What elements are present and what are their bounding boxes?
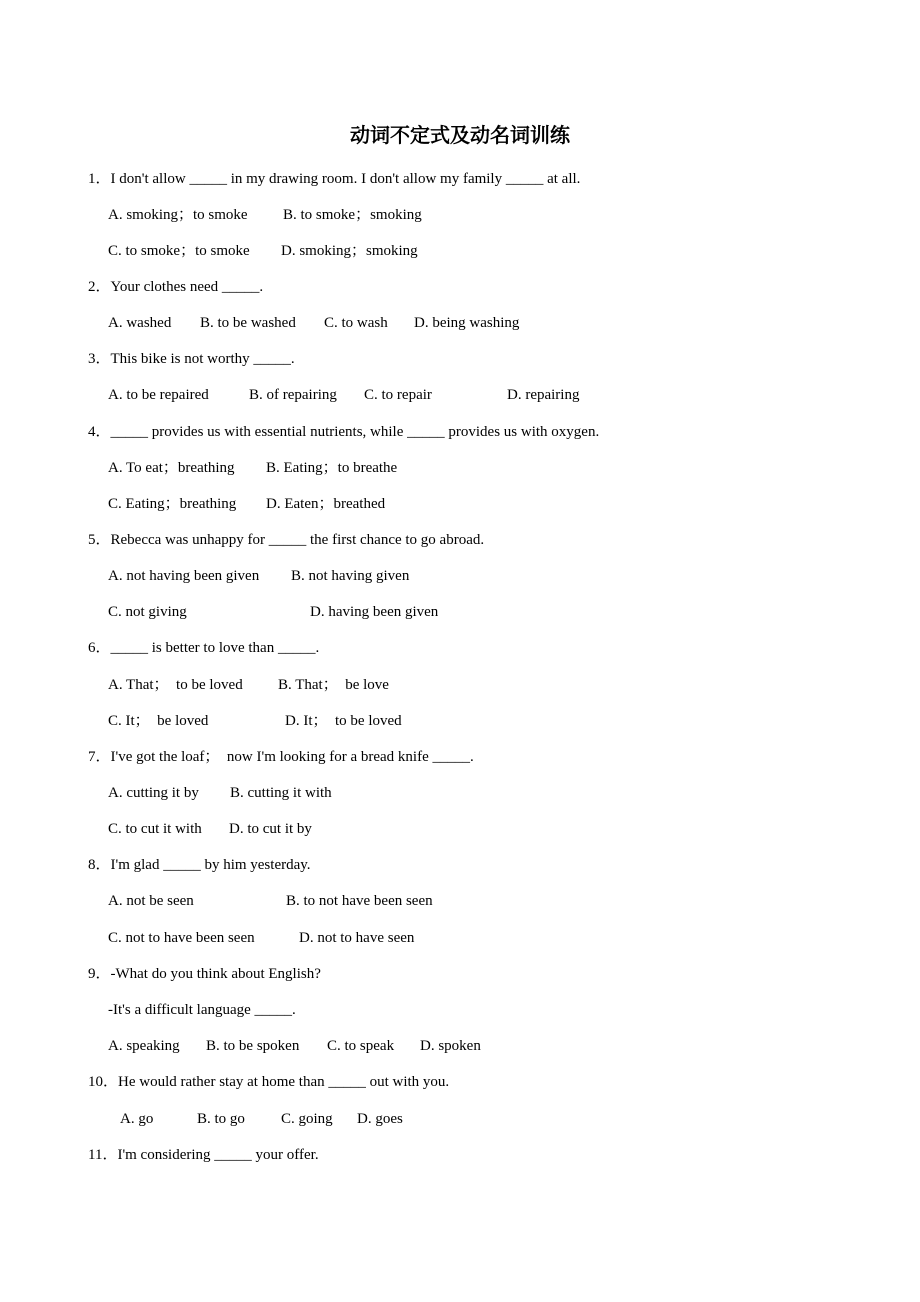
question-8-option-d: D. not to have seen: [299, 930, 415, 946]
question-2-option-c: C. to wash: [324, 315, 388, 331]
question-9-stem: 9．-What do you think about English?: [88, 966, 321, 982]
question-5-stem: 5．Rebecca was unhappy for _____ the first chance to go abroad.: [88, 532, 485, 548]
question-1-option-d: D. smoking；smoking: [281, 243, 418, 259]
question-5-option-c: C. not giving: [108, 604, 187, 620]
question-4-option-c: C. Eating；breathing: [108, 496, 237, 512]
question-2-option-d: D. being washing: [414, 315, 520, 331]
question-10-option-d: D. goes: [357, 1111, 403, 1127]
question-1-option-a: A. smoking；to smoke: [108, 207, 248, 223]
question-10-option-c: C. going: [281, 1111, 333, 1127]
question-7-stem: 7．I've got the loaf； now I'm looking for a bread knife _____.: [88, 749, 474, 765]
question-3-options-row: [108, 385, 808, 405]
question-9-option-a: A. speaking: [108, 1038, 180, 1054]
question-4-options-row-1: [108, 458, 808, 478]
question-1-option-b: B. to smoke；smoking: [283, 207, 422, 223]
question-6-option-b: B. That； be love: [278, 677, 389, 693]
question-2-stem: 2．Your clothes need _____.: [88, 279, 264, 295]
question-4-options-row-2: [108, 494, 808, 514]
question-9-option-c: C. to speak: [327, 1038, 395, 1054]
question-5-option-b: B. not having given: [291, 568, 410, 584]
question-10-option-b: B. to go: [197, 1111, 245, 1127]
question-7-option-a: A. cutting it by: [108, 785, 199, 801]
question-1-option-c: C. to smoke；to smoke: [108, 243, 250, 259]
question-3-stem: 3．This bike is not worthy _____.: [88, 351, 295, 367]
question-6-option-a: A. That； to be loved: [108, 677, 243, 693]
question-10-option-a: A. go: [120, 1111, 154, 1127]
question-7-option-c: C. to cut it with: [108, 821, 202, 837]
question-7-option-b: B. cutting it with: [230, 785, 332, 801]
question-8-options-row-2: [108, 928, 808, 948]
question-3-option-a: A. to be repaired: [108, 387, 209, 403]
question-8-option-c: C. not to have been seen: [108, 930, 255, 946]
question-9-reply: -It's a difficult language _____.: [108, 1002, 296, 1018]
question-1-stem: 1．I don't allow _____ in my drawing room. I don't allow my family _____ at all.: [88, 171, 581, 187]
question-10-stem: 10．He would rather stay at home than _____ out with you.: [88, 1074, 450, 1090]
question-2-option-b: B. to be washed: [200, 315, 296, 331]
question-1-options-row-2: [108, 241, 808, 261]
question-8-option-b: B. to not have been seen: [286, 893, 433, 909]
question-2-options-row: [108, 313, 808, 333]
question-8-option-a: A. not be seen: [108, 893, 194, 909]
question-6-option-d: D. It； to be loved: [285, 713, 402, 729]
question-5-options-row-1: [108, 566, 808, 586]
question-10-options-row: [120, 1109, 820, 1129]
question-7-options-row-1: [108, 783, 808, 803]
question-3-option-c: C. to repair: [364, 387, 432, 403]
page-title: 动词不定式及动名词训练: [350, 123, 570, 147]
question-2-option-a: A. washed: [108, 315, 172, 331]
question-4-option-d: D. Eaten；breathed: [266, 496, 386, 512]
question-5-option-d: D. having been given: [310, 604, 439, 620]
question-6-options-row-1: [108, 675, 808, 695]
question-4-option-b: B. Eating；to breathe: [266, 460, 398, 476]
question-1-options-row-1: [108, 205, 808, 225]
question-7-option-d: D. to cut it by: [229, 821, 312, 837]
question-4-stem: 4．_____ provides us with essential nutrients, while _____ provides us with oxygen.: [88, 424, 600, 440]
question-9-option-b: B. to be spoken: [206, 1038, 300, 1054]
question-3-option-d: D. repairing: [507, 387, 580, 403]
question-6-option-c: C. It； be loved: [108, 713, 209, 729]
question-7-options-row-2: [108, 819, 808, 839]
question-5-option-a: A. not having been given: [108, 568, 260, 584]
question-9-option-d: D. spoken: [420, 1038, 481, 1054]
question-9-options-row: [108, 1036, 808, 1056]
question-6-options-row-2: [108, 711, 808, 731]
question-4-option-a: A. To eat；breathing: [108, 460, 235, 476]
question-11-stem: 11．I'm considering _____ your offer.: [88, 1147, 319, 1163]
question-3-option-b: B. of repairing: [249, 387, 337, 403]
question-6-stem: 6．_____ is better to love than _____.: [88, 640, 320, 656]
question-8-stem: 8．I'm glad _____ by him yesterday.: [88, 857, 311, 873]
question-5-options-row-2: [108, 602, 808, 622]
question-8-options-row-1: [108, 891, 808, 911]
